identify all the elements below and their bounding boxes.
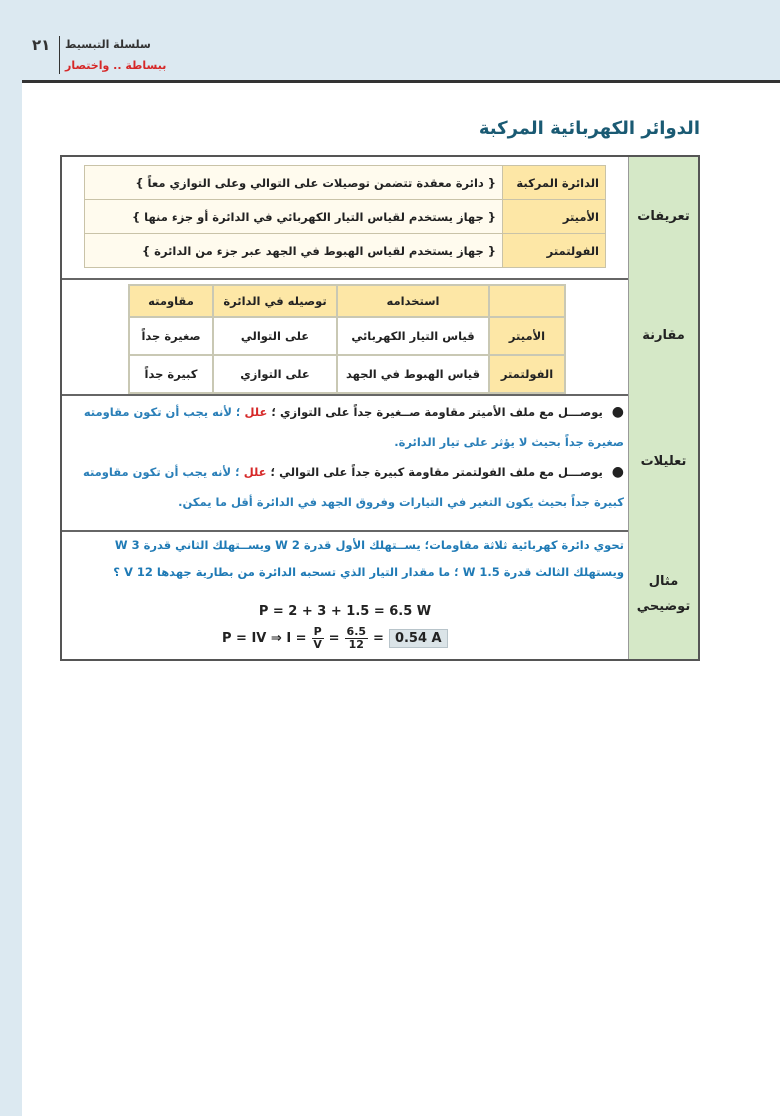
- term-cell: الفولتمتر: [503, 234, 606, 268]
- term-cell: الدائرة المركبة: [503, 166, 606, 200]
- justification-item: [68, 396, 624, 456]
- definitions-table: [84, 165, 606, 268]
- header-cell: مقاومته: [129, 285, 213, 317]
- definition-cell: { دائرة معقدة تتضمن توصيلات على التوالي وعلى التوازي معاً }: [85, 166, 503, 200]
- page-number: ٢١: [32, 36, 51, 54]
- fraction-numerator: P: [313, 625, 322, 638]
- power-equation: P = 2 + 3 + 1.5 = 6.5 W: [258, 604, 432, 619]
- fraction-symbolic: [312, 626, 324, 651]
- table-row: [129, 355, 565, 393]
- reason-text: ؛ لأنه يجب أن تكون مقاومته صغيرة جداً بحيث لا يؤثر على تيار الدائرة.: [83, 405, 624, 449]
- justifications-list: [68, 396, 624, 516]
- header-cell: [489, 285, 565, 317]
- definitions-row: [62, 157, 698, 280]
- definition-cell: { جهاز يستخدم لقياس التيار الكهربائي في الدائرة أو جزء منها }: [85, 200, 503, 234]
- reason-label: علل: [244, 405, 268, 419]
- table-cell: صغيرة جداً: [129, 317, 213, 355]
- header-divider: [22, 80, 780, 83]
- comparison-row: [62, 278, 698, 396]
- summary-table: [60, 155, 700, 661]
- comparison-table: [128, 284, 566, 394]
- statement-text: يوصـــل مع ملف الأميتر مقاومة صــغيرة جداً على التوازي ؛: [271, 405, 603, 419]
- question-line: ويستهلك الثالث قدرة 1.5 W ؛ ما مقدار التيار الذي تسحبه الدائرة من بطارية جهدها 12 V ؟: [113, 565, 624, 580]
- equation-text: P = IV ⇒ I =: [222, 631, 307, 647]
- left-margin-strip: [0, 0, 22, 1116]
- row-header-cell: الأميتر: [489, 317, 565, 355]
- header-separator: [59, 36, 60, 74]
- current-equation: [222, 626, 448, 651]
- equals-sign: =: [328, 631, 340, 647]
- comparison-header-row: [129, 285, 565, 317]
- justifications-label: تعليلات: [628, 394, 698, 530]
- fraction-numerator: 6.5: [346, 625, 367, 638]
- answer-highlight: 0.54 A: [389, 629, 448, 648]
- question-line: تحوي دائرة كهربائية ثلاثة مقاومات؛ يســتهلك الأول قدرة 2 W ويســتهلك الثاني قدرة 3 W: [114, 538, 624, 552]
- table-cell: على التوازي: [213, 355, 337, 393]
- term-cell: الأميتر: [503, 200, 606, 234]
- reason-text: ؛ لأنه يجب أن تكون مقاومته كبيرة جداً بحيث يكون التغير في التيارات وفروق الجهد في الدائرة أقل ما يمكن.: [82, 464, 624, 509]
- fraction-denominator: 12: [348, 638, 364, 652]
- header-cell: استخدامه: [337, 285, 489, 317]
- definition-row: [85, 234, 606, 268]
- statement-text: يوصـــل مع ملف الفولتمتر مقاومة كبيرة جداً على التوالي ؛: [270, 464, 603, 479]
- reason-label: علل: [243, 464, 267, 479]
- table-cell: قياس التيار الكهربائي: [337, 317, 489, 355]
- equals-sign: =: [373, 631, 384, 647]
- header-cell: توصيله في الدائرة: [213, 285, 337, 317]
- definition-cell: { جهاز يستخدم لقياس الهبوط في الجهد عبر جزء من الدائرة }: [85, 234, 503, 268]
- justification-item: [68, 456, 624, 516]
- justifications-row: [62, 394, 698, 532]
- series-name: سلسلة التبسيط: [65, 38, 151, 51]
- definition-row: [85, 200, 606, 234]
- row-header-cell: الفولتمتر: [489, 355, 565, 393]
- example-question: [68, 532, 624, 586]
- table-row: [129, 317, 565, 355]
- table-cell: على التوالي: [213, 317, 337, 355]
- example-label: مثال توضيحي: [628, 530, 698, 659]
- fraction-numeric: [345, 626, 369, 651]
- definitions-label: تعريفات: [628, 157, 698, 278]
- bullet-icon: ●: [611, 404, 624, 420]
- example-row: [62, 530, 698, 659]
- series-tagline: ببساطة .. واختصار: [65, 59, 167, 72]
- section-title: الدوائر الكهربائية المركبة: [478, 118, 700, 139]
- bullet-icon: ●: [611, 463, 624, 480]
- comparison-label: مقارنة: [628, 278, 698, 394]
- fraction-denominator: V: [313, 638, 322, 652]
- table-cell: قياس الهبوط في الجهد: [337, 355, 489, 393]
- definition-row: [85, 166, 606, 200]
- table-cell: كبيرة جداً: [129, 355, 213, 393]
